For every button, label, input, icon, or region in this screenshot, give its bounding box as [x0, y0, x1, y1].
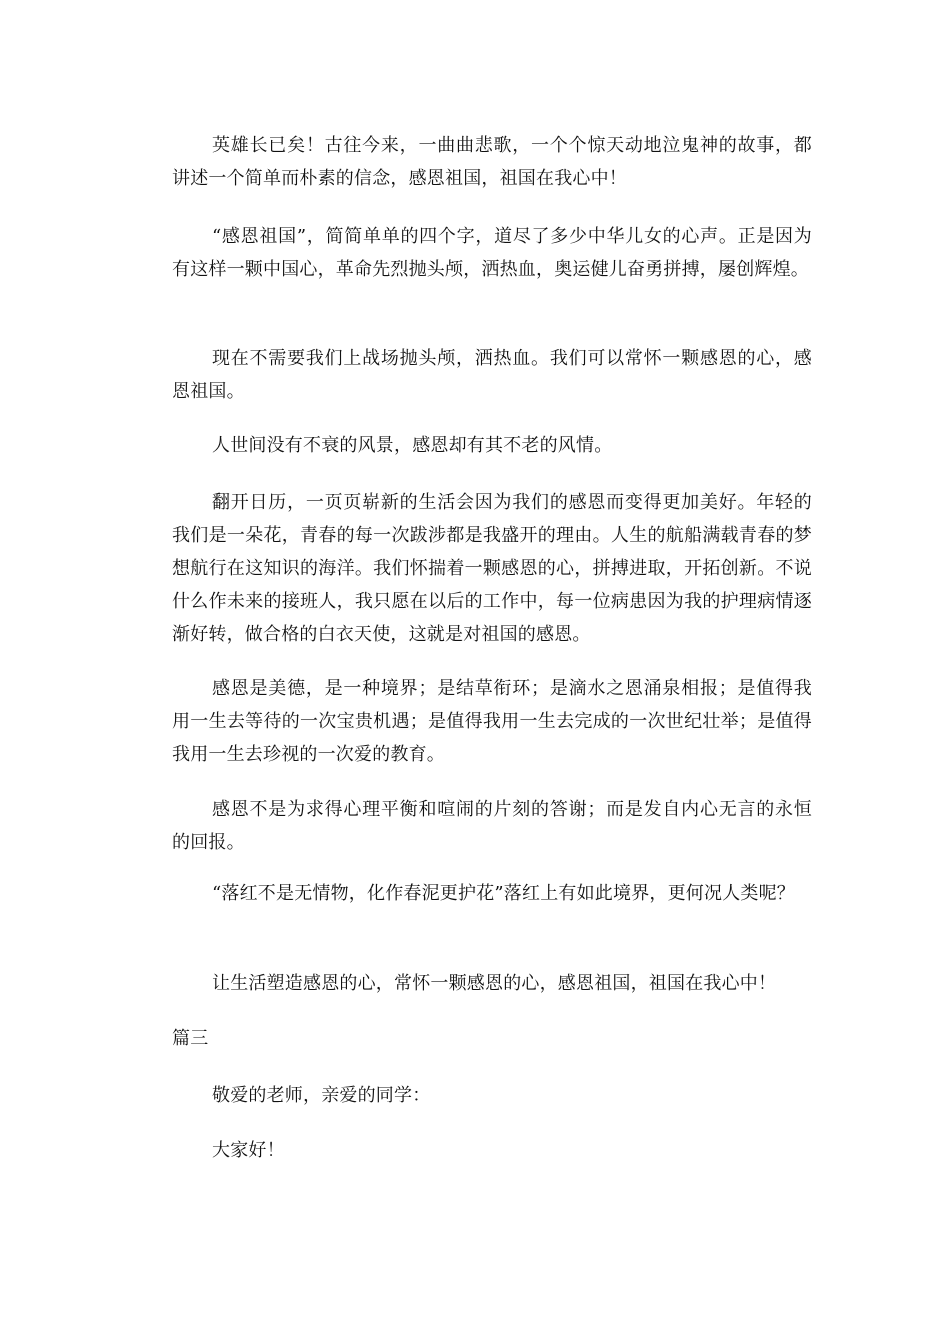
- paragraph-text: 英雄长已矣！古往今来，一曲曲悲歌，一个个惊天动地泣鬼神的故事，都讲述一个简单而朴素的信念，感恩祖国，祖国在我心中！: [172, 135, 812, 189]
- paragraph-3: [172, 342, 812, 408]
- paragraph-6: [172, 672, 812, 771]
- greeting-text: 敬爱的老师，亲爱的同学：: [212, 1085, 431, 1106]
- paragraph-text: 感恩是美德，是一种境界；是结草衔环；是滴水之恩涌泉相报；是值得我用一生去等待的一次宝贵机遇；是值得我用一生去完成的一次世纪壮举；是值得我用一生去珍视的一次爱的教育。: [172, 678, 812, 765]
- section-heading-block: [172, 1022, 812, 1055]
- paragraph-text: 人世间没有不衰的风景，感恩却有其不老的风情。: [212, 435, 613, 456]
- salutation-text: 大家好！: [212, 1140, 285, 1161]
- paragraph-text: “落红不是无情物，化作春泥更护花”落红上有如此境界，更何况人类呢？: [212, 883, 796, 904]
- paragraph-text: 现在不需要我们上战场抛头颅，洒热血。我们可以常怀一颗感恩的心，感恩祖国。: [172, 348, 812, 402]
- paragraph-8: [172, 877, 812, 910]
- salutation-block: [172, 1134, 812, 1167]
- section-heading: 篇三: [172, 1028, 209, 1049]
- paragraph-text: 感恩不是为求得心理平衡和喧闹的片刻的答谢；而是发自内心无言的永恒的回报。: [172, 799, 812, 853]
- paragraph-text: 翻开日历，一页页崭新的生活会因为我们的感恩而变得更加美好。年轻的我们是一朵花，青春的每一次跋涉都是我盛开的理由。人生的航船满载青春的梦想航行在这知识的海洋。我们怀揣着一颗感恩的心，拼搏进取，开拓创新。不说什么作未来的接班人，我只愿在以后的工作中，每一位病患因为我的护理病情逐渐好转，做合格的白衣天使，这就是对祖国的感恩。: [172, 492, 812, 645]
- paragraph-text: “感恩祖国”，简简单单的四个字，道尽了多少中华儿女的心声。正是因为有这样一颗中国心，革命先烈抛头颅，洒热血，奥运健儿奋勇拼搏，屡创辉煌。: [172, 226, 812, 280]
- paragraph-9: [172, 967, 812, 1000]
- greeting-block: [172, 1079, 812, 1112]
- paragraph-7: [172, 793, 812, 859]
- paragraph-5: [172, 486, 812, 651]
- paragraph-4: [172, 429, 812, 462]
- paragraph-text: 让生活塑造感恩的心，常怀一颗感恩的心，感恩祖国，祖国在我心中！: [212, 973, 777, 994]
- paragraph-2: [172, 220, 812, 286]
- paragraph-1: [172, 129, 812, 195]
